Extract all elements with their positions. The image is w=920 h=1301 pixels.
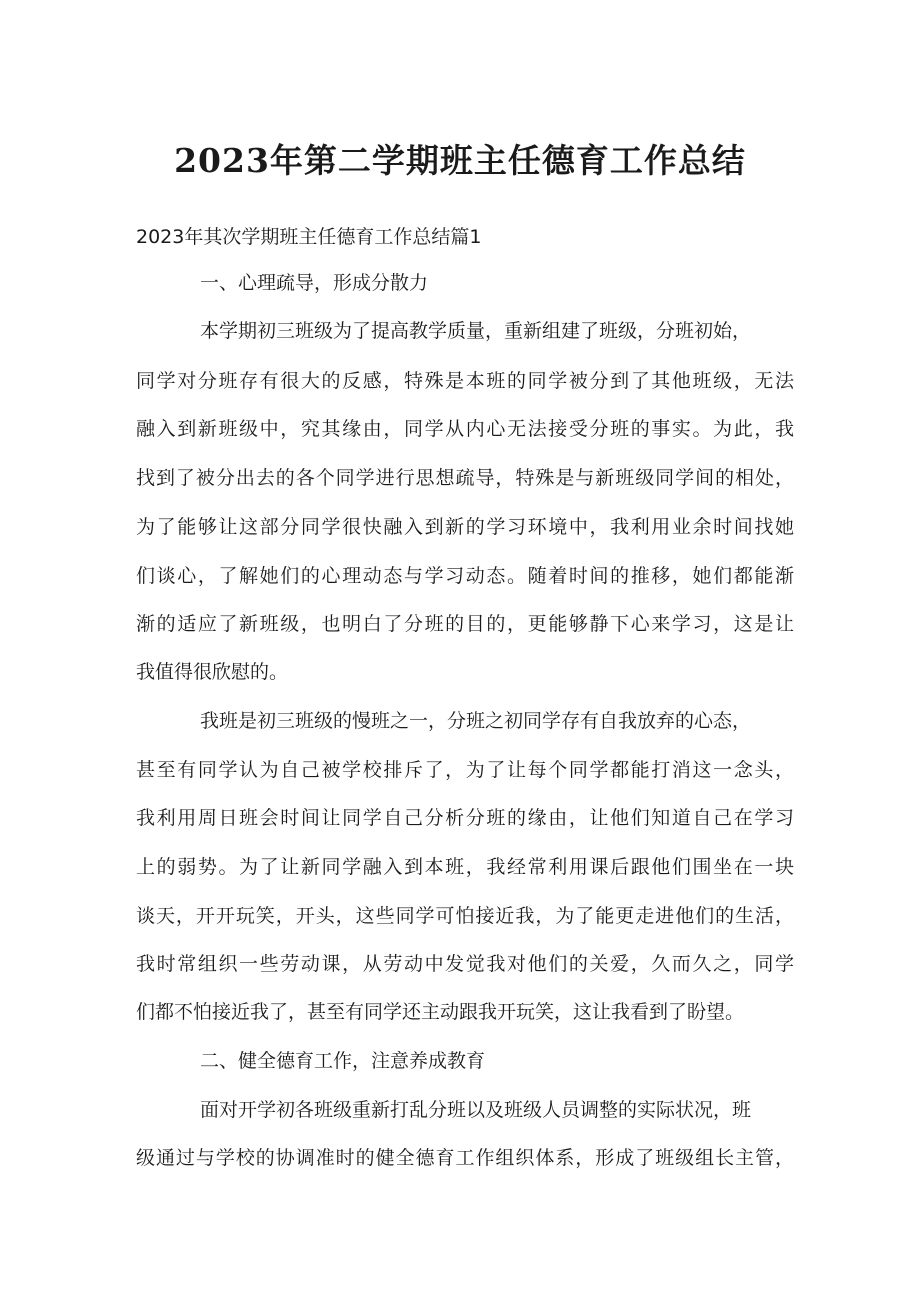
text-line: 面对开学初各班级重新打乱分班以及班级人员调整的实际状况，班 [200, 1099, 752, 1121]
section-heading: 2023年其次学期班主任德育工作总结篇1 [136, 226, 482, 248]
text-line: 们都不怕接近我了，甚至有同学还主动跟我开玩笑，这让我看到了盼望。 [136, 1001, 745, 1023]
text-line: 级通过与学校的协调准时的健全德育工作组织体系，形成了班级组长主管， [136, 1147, 794, 1169]
text-line: 甚至有同学认为自己被学校排斥了，为了让每个同学都能打消这一念头， [136, 759, 794, 781]
text-line-heading-2: 二、健全德育工作，注意养成教育 [200, 1050, 486, 1072]
text-line: 我班是初三班级的慢班之一，分班之初同学存有自我放弃的心态， [200, 710, 752, 732]
text-line: 我利用周日班会时间让同学自己分析分班的缘由，让他们知道自己在学习 [136, 807, 794, 829]
text-line: 找到了被分出去的各个同学进行思想疏导，特殊是与新班级同学间的相处， [136, 467, 794, 489]
text-line: 为了能够让这部分同学很快融入到新的学习环境中，我利用业余时间找她 [136, 516, 794, 538]
text-line: 谈天，开开玩笑，开头，这些同学可怕接近我，为了能更走进他们的生活， [136, 905, 794, 927]
document-title: 2023年第二学期班主任德育工作总结 [174, 141, 746, 180]
text-line: 我时常组织一些劳动课，从劳动中发觉我对他们的关爱，久而久之，同学 [136, 953, 794, 975]
text-line: 们谈心，了解她们的心理动态与学习动态。随着时间的推移，她们都能渐 [136, 565, 794, 587]
text-line: 我值得很欣慰的。 [136, 661, 289, 683]
text-line-heading-1: 一、心理疏导，形成分散力 [200, 272, 429, 294]
text-line: 上的弱势。为了让新同学融入到本班，我经常利用课后跟他们围坐在一块 [136, 856, 794, 878]
text-line: 本学期初三班级为了提高教学质量，重新组建了班级，分班初始， [200, 320, 752, 342]
text-line: 融入到新班级中，究其缘由，同学从内心无法接受分班的事实。为此，我 [136, 418, 794, 440]
text-line: 渐的适应了新班级，也明白了分班的目的，更能够静下心来学习，这是让 [136, 613, 794, 635]
text-line: 同学对分班存有很大的反感，特殊是本班的同学被分到了其他班级，无法 [136, 370, 794, 392]
